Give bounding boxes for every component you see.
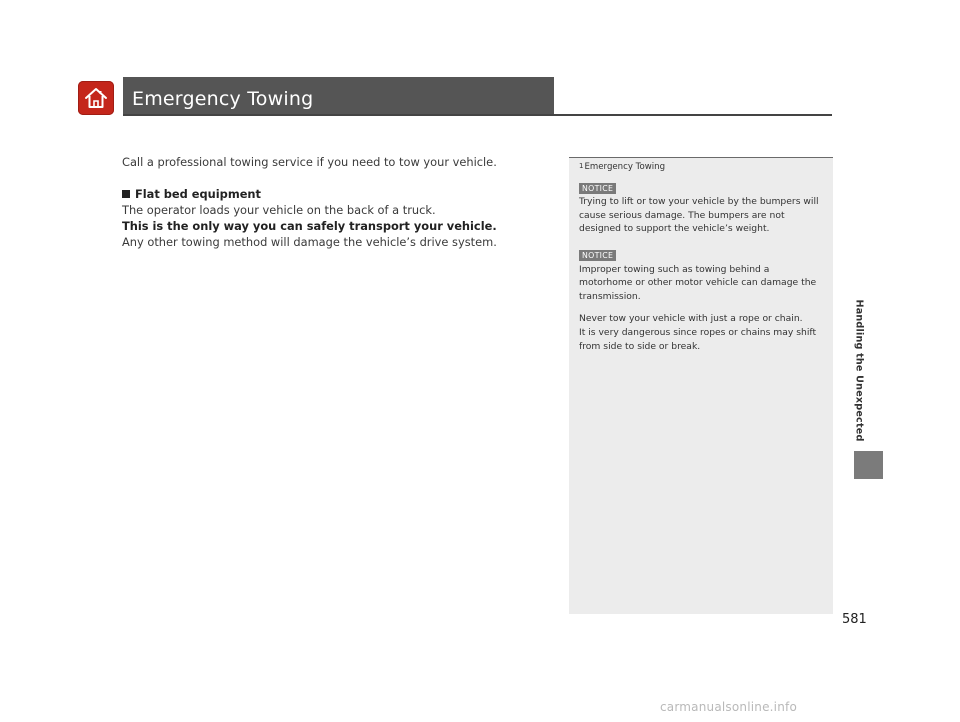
side-note-heading: 1Emergency Towing (579, 162, 666, 172)
notice-badge: NOTICE (579, 183, 616, 194)
section-heading: Flat bed equipment (122, 186, 552, 202)
home-icon (83, 86, 109, 110)
square-bullet-icon (122, 190, 130, 198)
home-button[interactable] (78, 81, 114, 115)
intro-text: Call a professional towing service if you need to tow your vehicle. (122, 155, 497, 169)
page-number: 581 (842, 612, 867, 627)
title-bar (123, 77, 554, 115)
section-tab[interactable] (852, 289, 866, 451)
side-para-2: It is very dangerous since ropes or chains may shift from side to side or break. (579, 326, 817, 352)
section-tab-label: Handling the Unexpected (853, 298, 865, 442)
body-line-3: Any other towing method will damage the vehicle’s drive system. (122, 235, 497, 249)
side-note-panel (569, 157, 833, 614)
notice-text-2: Improper towing such as towing behind a motorhome or other motor vehicle can damage the transmission. (579, 263, 817, 302)
notice-badge: NOTICE (579, 250, 616, 261)
title-underline (123, 114, 832, 116)
body-line-2: This is the only way you can safely transport your vehicle. (122, 219, 497, 233)
page-title: Emergency Towing (132, 88, 314, 110)
section-indicator[interactable] (854, 451, 883, 479)
reference-mark-icon: 1 (579, 162, 584, 170)
notice-text-1: Trying to lift or tow your vehicle by the bumpers will cause serious damage. The bumpers are not designed to support the vehicle’s weight. (579, 196, 819, 235)
side-para-1: Never tow your vehicle with just a rope or chain. (579, 313, 803, 325)
watermark: carmanualsonline.info (660, 700, 797, 714)
body-line-1: The operator loads your vehicle on the back of a truck. (122, 203, 436, 217)
main-content (122, 154, 552, 250)
